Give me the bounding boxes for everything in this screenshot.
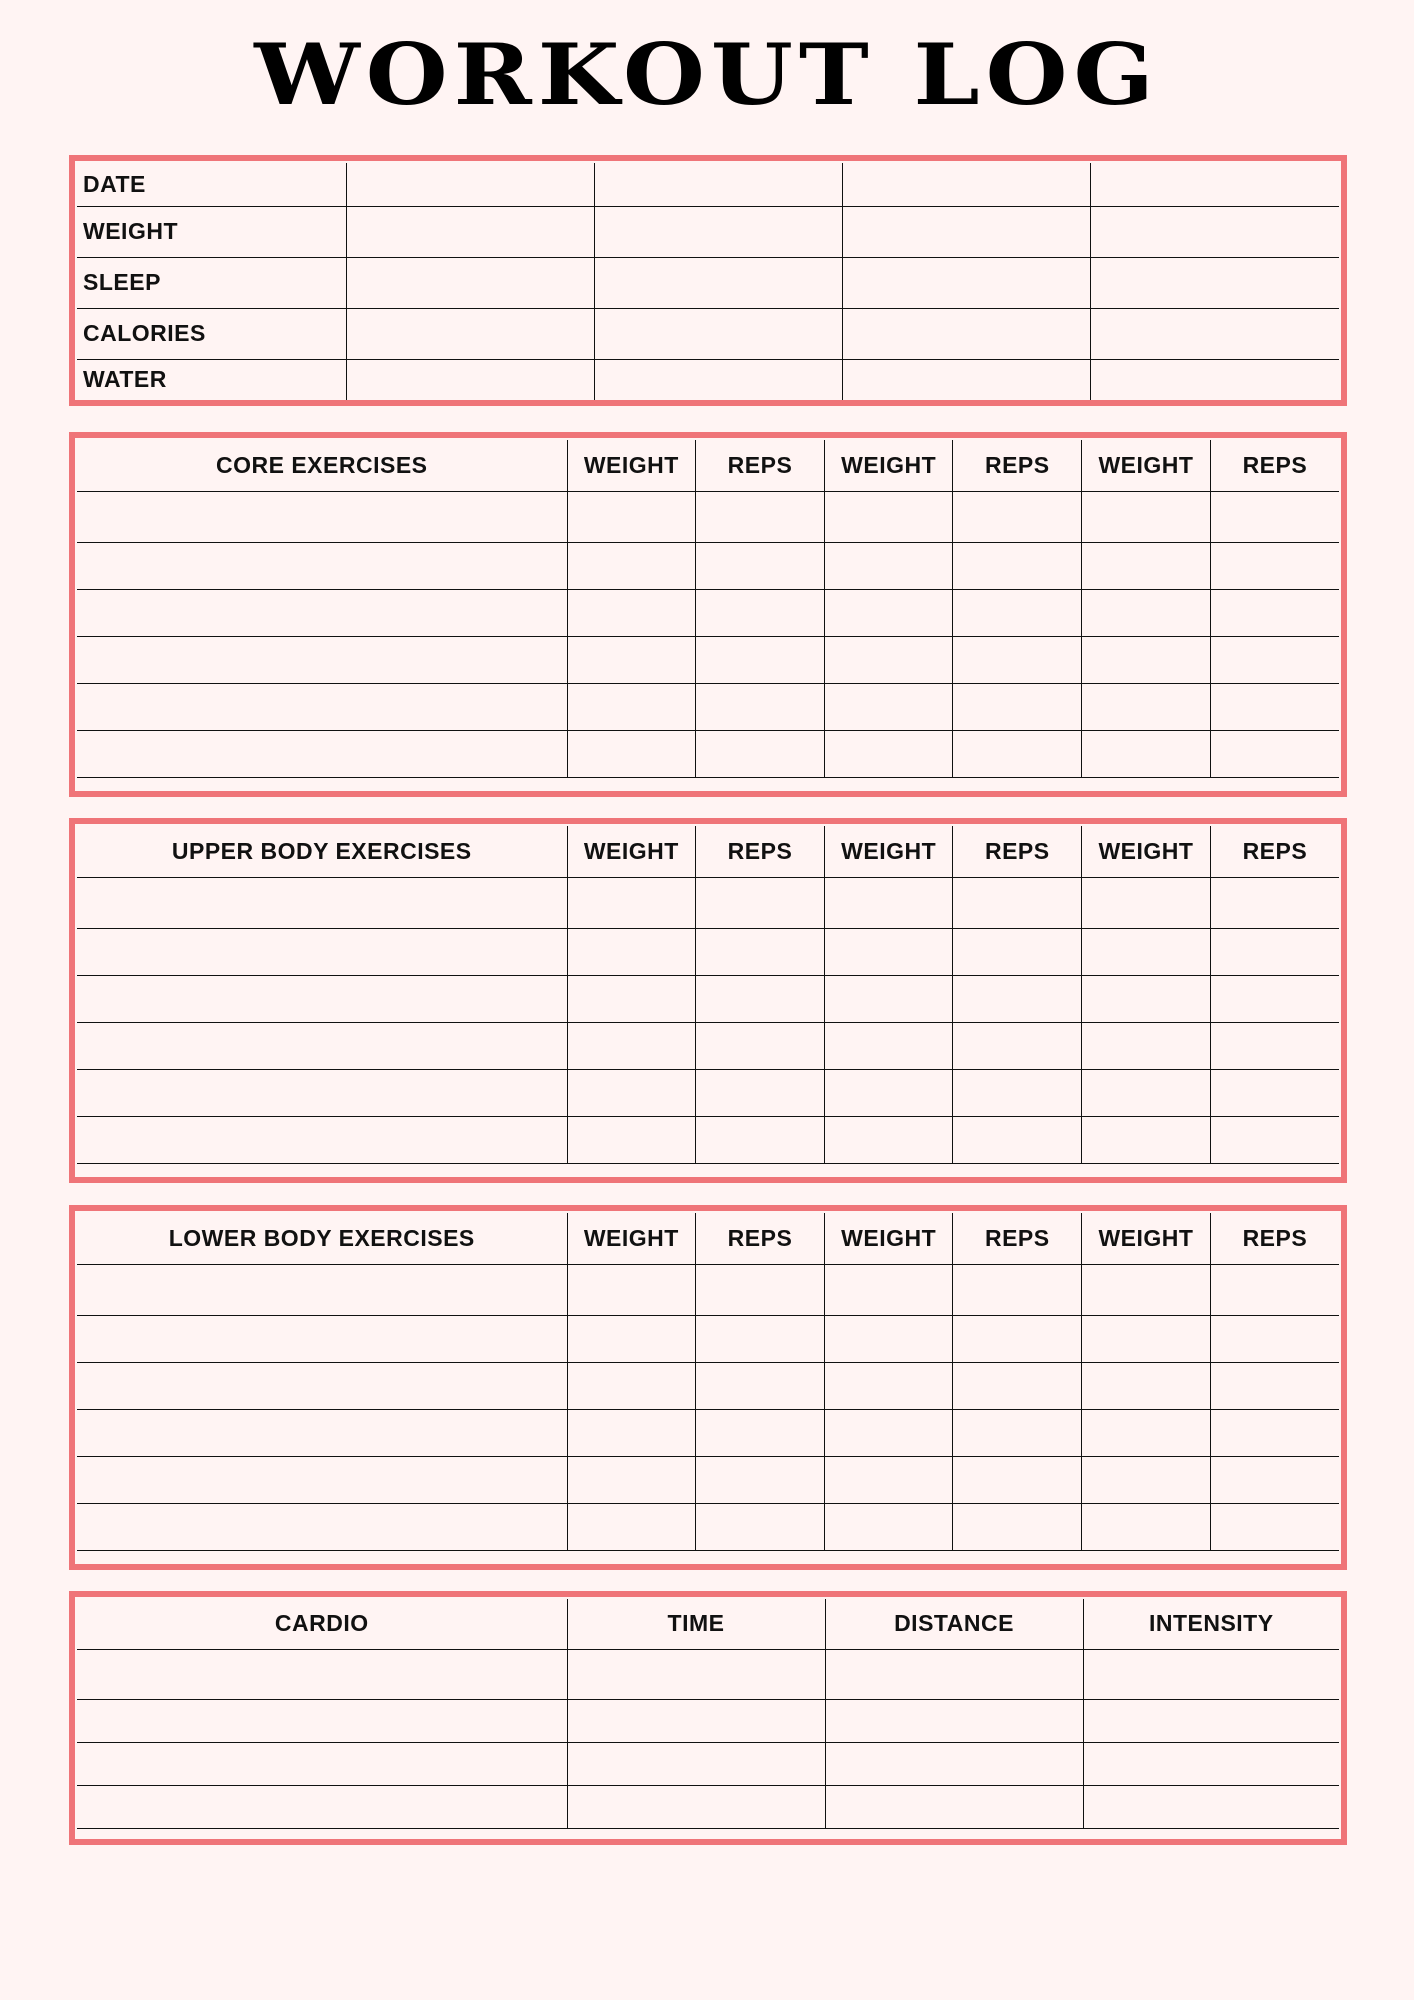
entry-cell[interactable] bbox=[953, 975, 1082, 1022]
entry-cell[interactable] bbox=[953, 1315, 1082, 1362]
entry-cell[interactable] bbox=[953, 928, 1082, 975]
row-label-calories: CALORIES bbox=[77, 308, 346, 359]
entry-cell[interactable] bbox=[824, 1264, 953, 1315]
entry-cell[interactable] bbox=[824, 542, 953, 589]
table-row bbox=[77, 163, 1339, 206]
entry-cell[interactable] bbox=[953, 1264, 1082, 1315]
row-label-sleep: SLEEP bbox=[77, 257, 346, 308]
entry-cell[interactable] bbox=[1082, 589, 1211, 636]
entry-cell[interactable] bbox=[1082, 683, 1211, 730]
table-row bbox=[77, 1699, 1339, 1742]
entry-cell[interactable] bbox=[1082, 1264, 1211, 1315]
entry-cell[interactable] bbox=[824, 730, 953, 777]
table-row bbox=[77, 1315, 1339, 1362]
entry-name-cell[interactable] bbox=[77, 542, 567, 589]
column-header: WEIGHT bbox=[567, 440, 696, 491]
entry-cell[interactable] bbox=[567, 1456, 696, 1503]
entry-cell[interactable] bbox=[1082, 730, 1211, 777]
entry-cell[interactable] bbox=[824, 1069, 953, 1116]
entry-cell[interactable] bbox=[1210, 1362, 1339, 1409]
entry-cell[interactable] bbox=[567, 589, 696, 636]
table-row bbox=[77, 542, 1339, 589]
entry-cell[interactable] bbox=[953, 683, 1082, 730]
entry-cell[interactable] bbox=[696, 1264, 825, 1315]
entry-cell[interactable] bbox=[1210, 975, 1339, 1022]
column-header: TIME bbox=[567, 1599, 825, 1649]
table-header-row bbox=[77, 440, 1339, 491]
entry-cell[interactable] bbox=[1082, 1315, 1211, 1362]
daily-stats-section bbox=[69, 155, 1347, 406]
table-row bbox=[77, 206, 1339, 257]
entry-name-cell[interactable] bbox=[77, 1699, 567, 1742]
entry-name-cell[interactable] bbox=[77, 636, 567, 683]
entry-cell[interactable] bbox=[953, 636, 1082, 683]
column-header: INTENSITY bbox=[1083, 1599, 1339, 1649]
daily-stats-table bbox=[77, 163, 1339, 400]
entry-name-cell[interactable] bbox=[77, 1649, 567, 1699]
column-header: REPS bbox=[1210, 826, 1339, 877]
entry-cell[interactable] bbox=[953, 1022, 1082, 1069]
entry-name-cell[interactable] bbox=[77, 491, 567, 542]
lower-body-rows bbox=[77, 1264, 1339, 1550]
lower-body-table bbox=[77, 1213, 1339, 1551]
column-header: REPS bbox=[953, 1213, 1082, 1264]
entry-cell[interactable] bbox=[1210, 1409, 1339, 1456]
table-row bbox=[77, 1069, 1339, 1116]
entry-cell[interactable] bbox=[1082, 1116, 1211, 1163]
entry-name-cell[interactable] bbox=[77, 1116, 567, 1163]
upper-body-rows bbox=[77, 877, 1339, 1163]
table-header-row bbox=[77, 1213, 1339, 1264]
table-row bbox=[77, 1264, 1339, 1315]
table-row bbox=[77, 683, 1339, 730]
entry-cell[interactable] bbox=[953, 542, 1082, 589]
entry-cell[interactable] bbox=[1082, 877, 1211, 928]
table-row bbox=[77, 491, 1339, 542]
column-header: REPS bbox=[696, 440, 825, 491]
entry-name-cell[interactable] bbox=[77, 1315, 567, 1362]
row-label-water: WATER bbox=[77, 359, 346, 400]
entry-cell[interactable] bbox=[696, 1456, 825, 1503]
stat-cell[interactable] bbox=[594, 359, 842, 400]
table-row bbox=[77, 1116, 1339, 1163]
entry-cell[interactable] bbox=[567, 1742, 825, 1785]
entry-cell[interactable] bbox=[1082, 975, 1211, 1022]
entry-cell[interactable] bbox=[824, 877, 953, 928]
table-row bbox=[77, 359, 1339, 400]
stat-cell[interactable] bbox=[594, 257, 842, 308]
entry-cell[interactable] bbox=[824, 975, 953, 1022]
stat-cell[interactable] bbox=[1091, 206, 1339, 257]
entry-cell[interactable] bbox=[1082, 1362, 1211, 1409]
entry-cell[interactable] bbox=[567, 1315, 696, 1362]
entry-cell[interactable] bbox=[1083, 1699, 1339, 1742]
stat-cell[interactable] bbox=[346, 206, 594, 257]
entry-name-cell[interactable] bbox=[77, 975, 567, 1022]
entry-cell[interactable] bbox=[1082, 491, 1211, 542]
entry-cell[interactable] bbox=[1210, 1456, 1339, 1503]
entry-cell[interactable] bbox=[825, 1649, 1083, 1699]
entry-cell[interactable] bbox=[567, 1503, 696, 1550]
entry-cell[interactable] bbox=[1082, 1022, 1211, 1069]
entry-cell[interactable] bbox=[567, 1022, 696, 1069]
entry-cell[interactable] bbox=[696, 1022, 825, 1069]
entry-cell[interactable] bbox=[824, 1116, 953, 1163]
table-row bbox=[77, 636, 1339, 683]
entry-cell[interactable] bbox=[696, 1116, 825, 1163]
table-row bbox=[77, 928, 1339, 975]
table-row bbox=[77, 1362, 1339, 1409]
upper-body-table bbox=[77, 826, 1339, 1164]
stat-cell[interactable] bbox=[843, 359, 1091, 400]
column-header: REPS bbox=[1210, 440, 1339, 491]
entry-cell[interactable] bbox=[696, 730, 825, 777]
table-row bbox=[77, 1503, 1339, 1550]
entry-cell[interactable] bbox=[824, 1315, 953, 1362]
stat-cell[interactable] bbox=[594, 163, 842, 206]
entry-name-cell[interactable] bbox=[77, 1022, 567, 1069]
entry-name-cell[interactable] bbox=[77, 1069, 567, 1116]
entry-cell[interactable] bbox=[696, 636, 825, 683]
entry-name-cell[interactable] bbox=[77, 1409, 567, 1456]
entry-cell[interactable] bbox=[953, 877, 1082, 928]
entry-cell[interactable] bbox=[953, 589, 1082, 636]
entry-cell[interactable] bbox=[567, 928, 696, 975]
entry-name-cell[interactable] bbox=[77, 1503, 567, 1550]
table-row bbox=[77, 1456, 1339, 1503]
entry-name-cell[interactable] bbox=[77, 1264, 567, 1315]
entry-cell[interactable] bbox=[825, 1742, 1083, 1785]
column-header: WEIGHT bbox=[1082, 440, 1211, 491]
table-footer-gap bbox=[77, 1829, 1339, 1839]
entry-cell[interactable] bbox=[1082, 636, 1211, 683]
entry-cell[interactable] bbox=[567, 491, 696, 542]
entry-cell[interactable] bbox=[953, 1362, 1082, 1409]
entry-cell[interactable] bbox=[824, 1409, 953, 1456]
entry-cell[interactable] bbox=[696, 1362, 825, 1409]
table-row bbox=[77, 975, 1339, 1022]
entry-cell[interactable] bbox=[696, 1069, 825, 1116]
row-label-date: DATE bbox=[77, 163, 346, 206]
entry-cell[interactable] bbox=[953, 1503, 1082, 1550]
entry-cell[interactable] bbox=[567, 636, 696, 683]
lower-body-header: LOWER BODY EXERCISES bbox=[77, 1213, 567, 1264]
table-row bbox=[77, 1742, 1339, 1785]
entry-cell[interactable] bbox=[696, 1409, 825, 1456]
entry-name-cell[interactable] bbox=[77, 877, 567, 928]
column-header: WEIGHT bbox=[1082, 1213, 1211, 1264]
entry-cell[interactable] bbox=[1083, 1742, 1339, 1785]
entry-cell[interactable] bbox=[696, 877, 825, 928]
column-header: REPS bbox=[696, 826, 825, 877]
entry-cell[interactable] bbox=[1210, 589, 1339, 636]
entry-cell[interactable] bbox=[825, 1785, 1083, 1828]
stat-cell[interactable] bbox=[843, 257, 1091, 308]
entry-cell[interactable] bbox=[824, 1456, 953, 1503]
entry-cell[interactable] bbox=[1083, 1649, 1339, 1699]
column-header: WEIGHT bbox=[824, 440, 953, 491]
entry-cell[interactable] bbox=[1210, 877, 1339, 928]
entry-cell[interactable] bbox=[696, 683, 825, 730]
table-header-row bbox=[77, 1599, 1339, 1649]
entry-cell[interactable] bbox=[696, 542, 825, 589]
entry-cell[interactable] bbox=[696, 928, 825, 975]
entry-cell[interactable] bbox=[567, 877, 696, 928]
table-row bbox=[77, 589, 1339, 636]
entry-cell[interactable] bbox=[1082, 542, 1211, 589]
entry-cell[interactable] bbox=[567, 1785, 825, 1828]
entry-cell[interactable] bbox=[696, 1503, 825, 1550]
stat-cell[interactable] bbox=[346, 308, 594, 359]
entry-cell[interactable] bbox=[1082, 1069, 1211, 1116]
entry-cell[interactable] bbox=[953, 1409, 1082, 1456]
table-row bbox=[77, 1649, 1339, 1699]
entry-name-cell[interactable] bbox=[77, 1742, 567, 1785]
table-row bbox=[77, 1022, 1339, 1069]
entry-cell[interactable] bbox=[1083, 1785, 1339, 1828]
entry-cell[interactable] bbox=[825, 1699, 1083, 1742]
entry-cell[interactable] bbox=[567, 730, 696, 777]
cardio-rows bbox=[77, 1649, 1339, 1828]
column-header: REPS bbox=[696, 1213, 825, 1264]
column-header: DISTANCE bbox=[825, 1599, 1083, 1649]
entry-cell[interactable] bbox=[1082, 1503, 1211, 1550]
entry-cell[interactable] bbox=[1210, 1264, 1339, 1315]
core-exercises-rows bbox=[77, 491, 1339, 777]
row-label-weight: WEIGHT bbox=[77, 206, 346, 257]
entry-name-cell[interactable] bbox=[77, 928, 567, 975]
entry-cell[interactable] bbox=[824, 683, 953, 730]
entry-name-cell[interactable] bbox=[77, 730, 567, 777]
core-exercises-table bbox=[77, 440, 1339, 778]
column-header: WEIGHT bbox=[567, 826, 696, 877]
entry-cell[interactable] bbox=[696, 491, 825, 542]
entry-cell[interactable] bbox=[1210, 636, 1339, 683]
entry-name-cell[interactable] bbox=[77, 1785, 567, 1828]
entry-cell[interactable] bbox=[1210, 542, 1339, 589]
stat-cell[interactable] bbox=[843, 163, 1091, 206]
entry-cell[interactable] bbox=[1210, 491, 1339, 542]
stat-cell[interactable] bbox=[594, 206, 842, 257]
entry-cell[interactable] bbox=[953, 491, 1082, 542]
entry-cell[interactable] bbox=[1210, 1022, 1339, 1069]
entry-cell[interactable] bbox=[953, 1116, 1082, 1163]
stat-cell[interactable] bbox=[346, 359, 594, 400]
stat-cell[interactable] bbox=[843, 206, 1091, 257]
table-row bbox=[77, 1785, 1339, 1828]
entry-cell[interactable] bbox=[824, 636, 953, 683]
column-header: WEIGHT bbox=[1082, 826, 1211, 877]
entry-cell[interactable] bbox=[567, 1264, 696, 1315]
entry-cell[interactable] bbox=[824, 1022, 953, 1069]
entry-name-cell[interactable] bbox=[77, 589, 567, 636]
table-footer-gap bbox=[77, 1164, 1339, 1177]
column-header: WEIGHT bbox=[824, 826, 953, 877]
entry-cell[interactable] bbox=[1210, 730, 1339, 777]
upper-body-header: UPPER BODY EXERCISES bbox=[77, 826, 567, 877]
stat-cell[interactable] bbox=[843, 308, 1091, 359]
cardio-section bbox=[69, 1591, 1347, 1845]
column-header: WEIGHT bbox=[567, 1213, 696, 1264]
entry-cell[interactable] bbox=[696, 589, 825, 636]
entry-cell[interactable] bbox=[824, 491, 953, 542]
entry-cell[interactable] bbox=[567, 1116, 696, 1163]
stat-cell[interactable] bbox=[1091, 359, 1339, 400]
table-row bbox=[77, 308, 1339, 359]
table-header-row bbox=[77, 826, 1339, 877]
column-header: REPS bbox=[1210, 1213, 1339, 1264]
lower-body-section bbox=[69, 1205, 1347, 1570]
table-row bbox=[77, 1409, 1339, 1456]
entry-cell[interactable] bbox=[1082, 1409, 1211, 1456]
table-row bbox=[77, 877, 1339, 928]
entry-cell[interactable] bbox=[824, 589, 953, 636]
entry-cell[interactable] bbox=[696, 1315, 825, 1362]
table-row bbox=[77, 257, 1339, 308]
entry-name-cell[interactable] bbox=[77, 1362, 567, 1409]
entry-cell[interactable] bbox=[824, 928, 953, 975]
entry-cell[interactable] bbox=[953, 730, 1082, 777]
entry-cell[interactable] bbox=[567, 1649, 825, 1699]
entry-cell[interactable] bbox=[1082, 1456, 1211, 1503]
entry-cell[interactable] bbox=[1210, 683, 1339, 730]
entry-cell[interactable] bbox=[567, 683, 696, 730]
entry-cell[interactable] bbox=[1082, 928, 1211, 975]
stat-cell[interactable] bbox=[594, 308, 842, 359]
stat-cell[interactable] bbox=[1091, 308, 1339, 359]
stat-cell[interactable] bbox=[346, 257, 594, 308]
page-title: WORKOUT LOG bbox=[254, 25, 1160, 125]
table-row bbox=[77, 730, 1339, 777]
column-header: WEIGHT bbox=[824, 1213, 953, 1264]
entry-cell[interactable] bbox=[824, 1362, 953, 1409]
entry-name-cell[interactable] bbox=[77, 1456, 567, 1503]
entry-cell[interactable] bbox=[696, 975, 825, 1022]
entry-cell[interactable] bbox=[1210, 1069, 1339, 1116]
upper-body-section bbox=[69, 818, 1347, 1183]
entry-cell[interactable] bbox=[567, 1699, 825, 1742]
table-footer-gap bbox=[77, 1551, 1339, 1564]
entry-cell[interactable] bbox=[1210, 1116, 1339, 1163]
entry-cell[interactable] bbox=[567, 1069, 696, 1116]
column-header: REPS bbox=[953, 826, 1082, 877]
entry-cell[interactable] bbox=[1210, 1503, 1339, 1550]
entry-cell[interactable] bbox=[824, 1503, 953, 1550]
table-footer-gap bbox=[77, 778, 1339, 791]
entry-name-cell[interactable] bbox=[77, 683, 567, 730]
cardio-header: CARDIO bbox=[77, 1599, 567, 1649]
entry-cell[interactable] bbox=[1210, 1315, 1339, 1362]
stat-cell[interactable] bbox=[1091, 257, 1339, 308]
entry-cell[interactable] bbox=[567, 1409, 696, 1456]
entry-cell[interactable] bbox=[953, 1456, 1082, 1503]
stat-cell[interactable] bbox=[346, 163, 594, 206]
entry-cell[interactable] bbox=[567, 975, 696, 1022]
entry-cell[interactable] bbox=[953, 1069, 1082, 1116]
column-header: REPS bbox=[953, 440, 1082, 491]
entry-cell[interactable] bbox=[567, 542, 696, 589]
entry-cell[interactable] bbox=[1210, 928, 1339, 975]
core-exercises-header: CORE EXERCISES bbox=[77, 440, 567, 491]
cardio-table bbox=[77, 1599, 1339, 1829]
core-exercises-section bbox=[69, 432, 1347, 797]
entry-cell[interactable] bbox=[567, 1362, 696, 1409]
stat-cell[interactable] bbox=[1091, 163, 1339, 206]
